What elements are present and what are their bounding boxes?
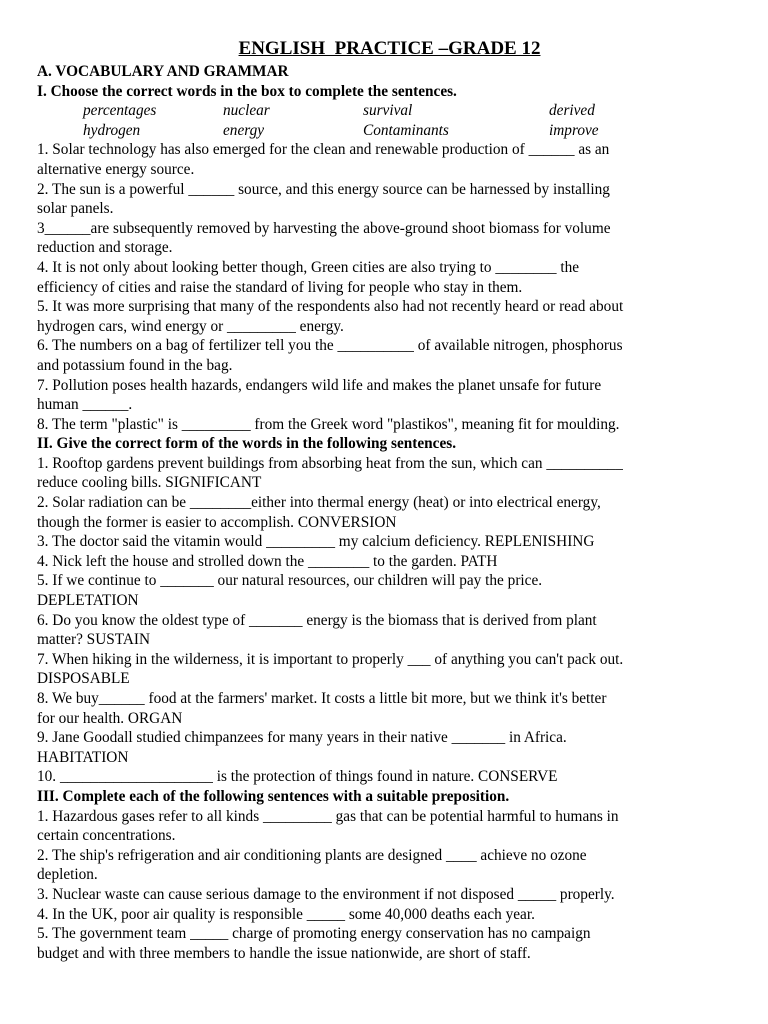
part2-heading: II. Give the correct form of the words in the following sentences. <box>37 435 457 453</box>
question-item <box>37 846 732 885</box>
question-line: 3. The doctor said the vitamin would _________ my calcium deficiency. REPLENISHING <box>37 533 595 551</box>
question-line: 8. We buy______ food at the farmers' market. It costs a little bit more, but we think it's better <box>37 690 607 707</box>
question-line: reduce cooling bills. SIGNIFICANT <box>37 474 262 492</box>
question-line: for our health. ORGAN <box>37 709 183 727</box>
question-item <box>37 219 732 258</box>
question-item <box>37 336 732 375</box>
question-line: 2. The ship's refrigeration and air conditioning plants are designed ____ achieve no ozone <box>37 846 587 864</box>
question-line: budget and with three members to handle the issue nationwide, are short of staff. <box>37 944 531 962</box>
question-line: 4. In the UK, poor air quality is responsible _____ some 40,000 deaths each year. <box>37 905 535 923</box>
question-item <box>37 885 732 905</box>
question-line: 6. The numbers on a bag of fertilizer tell you the __________ of available nitrogen, phosphorus <box>37 337 623 355</box>
question-item <box>37 767 732 787</box>
question-item <box>37 905 732 925</box>
question-line: 2. Solar radiation can be ________either into thermal energy (heat) or into electrical energy, <box>37 494 601 512</box>
question-item <box>37 297 732 336</box>
question-line: solar panels. <box>37 200 114 218</box>
word-box-item: derived <box>549 102 595 120</box>
question-line: 5. The government team _____ charge of promoting energy conservation has no campaign <box>37 925 591 943</box>
question-line: certain concentrations. <box>37 827 176 845</box>
question-line: 1. Hazardous gases refer to all kinds _________ gas that can be potential harmful to humans in <box>37 807 619 825</box>
question-line: and potassium found in the bag. <box>37 356 233 374</box>
word-box-item: survival <box>363 102 413 120</box>
part2-questions <box>37 454 732 787</box>
word-box-item: percentages <box>83 102 157 120</box>
question-line: 3. Nuclear waste can cause serious damage to the environment if not disposed _____ properly. <box>37 885 615 903</box>
question-line: though the former is easier to accomplish. CONVERSION <box>37 513 397 531</box>
word-box-item: improve <box>549 121 599 139</box>
question-line: 1. Rooftop gardens prevent buildings from absorbing heat from the sun, which can __________ <box>37 454 623 472</box>
question-item <box>37 415 732 435</box>
question-line: human ______. <box>37 396 133 414</box>
word-box-item: energy <box>223 121 265 139</box>
question-line: alternative energy source. <box>37 160 195 178</box>
question-line: hydrogen cars, wind energy or _________ energy. <box>37 317 344 335</box>
question-item <box>37 493 732 532</box>
part3-questions <box>37 807 732 964</box>
question-item <box>37 689 732 728</box>
question-line: 3______are subsequently removed by harvesting the above-ground shoot biomass for volume <box>37 219 611 237</box>
page-title: ENGLISH PRACTICE –GRADE 12 <box>238 38 541 59</box>
question-line: 2. The sun is a powerful ______ source, and this energy source can be harnessed by installing <box>37 180 610 198</box>
question-item <box>37 650 732 689</box>
question-line: 5. It was more surprising that many of the respondents also had not recently heard or read about <box>37 298 624 316</box>
question-line: efficiency of cities and raise the standard of living for people who stay in them. <box>37 278 523 296</box>
question-line: HABITATION <box>37 748 129 766</box>
question-line: reduction and storage. <box>37 239 173 257</box>
question-item <box>37 728 732 767</box>
question-line: 6. Do you know the oldest type of _______ energy is the biomass that is derived from plant <box>37 611 597 629</box>
question-line: 7. When hiking in the wilderness, it is important to properly ___ of anything you can't pack out. <box>37 650 624 668</box>
word-box-item: Contaminants <box>363 121 449 139</box>
word-box-item: hydrogen <box>83 121 141 139</box>
question-line: 10. ____________________ is the protection of things found in nature. CONSERVE <box>37 768 558 786</box>
question-line: matter? SUSTAIN <box>37 631 151 649</box>
question-line: 4. It is not only about looking better though, Green cities are also trying to ________ the <box>37 258 580 276</box>
question-item <box>37 454 732 493</box>
question-line: DEPLETATION <box>37 592 139 610</box>
question-line: depletion. <box>37 866 98 884</box>
word-box-item: nuclear <box>223 102 270 120</box>
question-line: 5. If we continue to _______ our natural resources, our children will pay the price. <box>37 572 543 590</box>
question-item <box>37 552 732 572</box>
part3-heading: III. Complete each of the following sentences with a suitable preposition. <box>37 787 510 805</box>
question-item <box>37 807 732 846</box>
question-line: 4. Nick left the house and strolled down the ________ to the garden. PATH <box>37 552 498 570</box>
question-line: 1. Solar technology has also emerged for the clean and renewable production of ______ as an <box>37 141 610 159</box>
question-item <box>37 611 732 650</box>
question-line: 7. Pollution poses health hazards, endangers wild life and makes the planet unsafe for future <box>37 376 602 394</box>
question-line: 8. The term "plastic" is _________ from the Greek word "plastikos", meaning fit for moulding. <box>37 415 620 433</box>
part1-questions <box>37 140 732 434</box>
question-item <box>37 571 732 610</box>
question-item <box>37 258 732 297</box>
part1-heading: I. Choose the correct words in the box to complete the sentences. <box>37 82 457 100</box>
question-item <box>37 180 732 219</box>
section-a-heading: A. VOCABULARY AND GRAMMAR <box>37 63 289 80</box>
question-item <box>37 924 732 963</box>
question-item <box>37 532 732 552</box>
question-item <box>37 376 732 415</box>
question-line: 9. Jane Goodall studied chimpanzees for many years in their native _______ in Africa. <box>37 729 567 747</box>
question-line: DISPOSABLE <box>37 670 130 688</box>
word-box <box>83 101 732 140</box>
question-item <box>37 140 732 179</box>
